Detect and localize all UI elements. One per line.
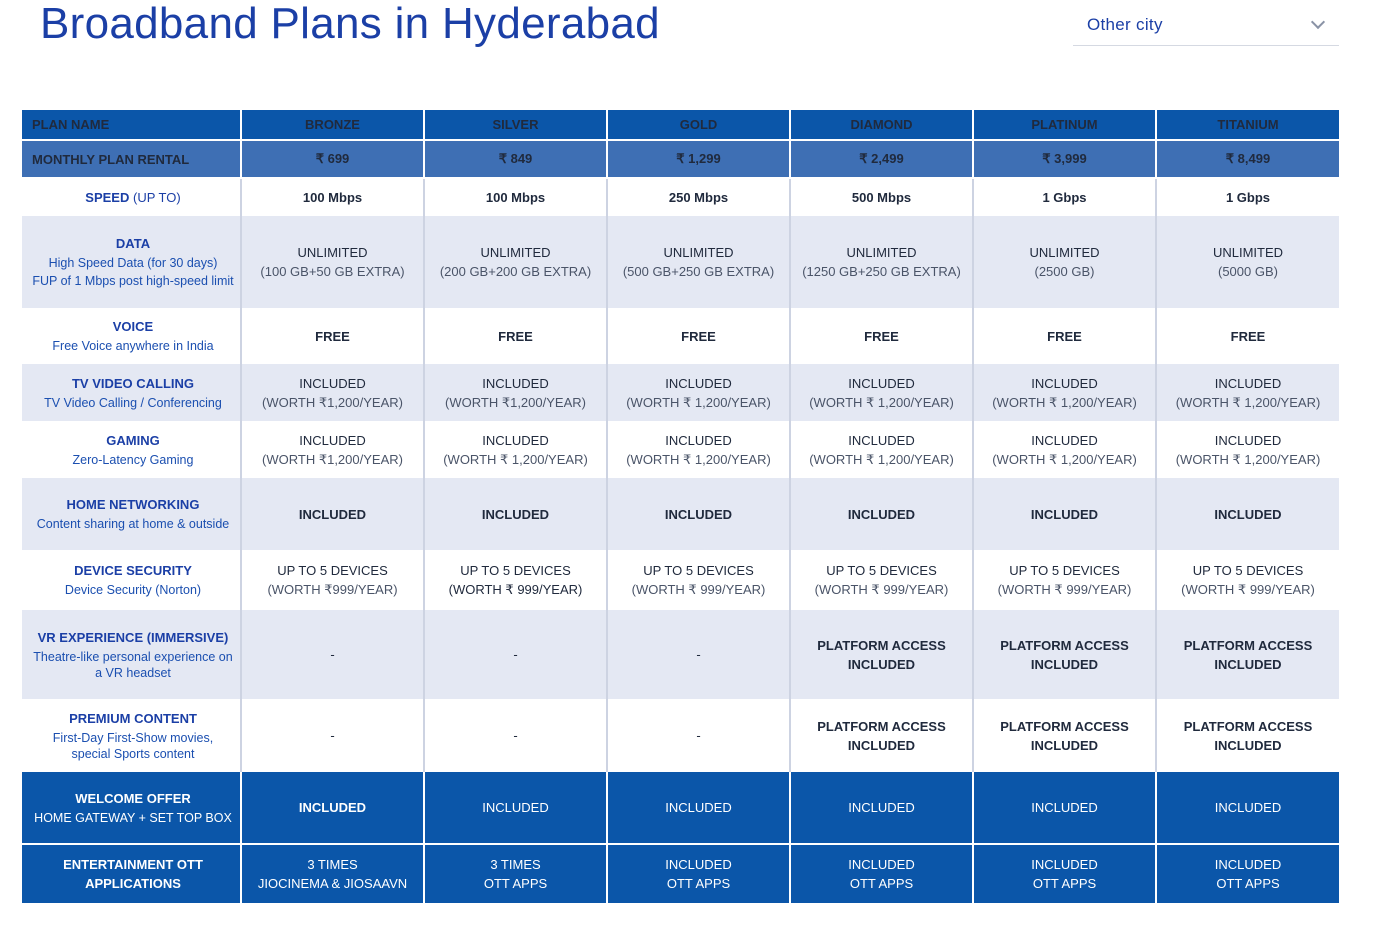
premium-value: - — [424, 699, 607, 772]
ott-value: 3 TIMES OTT APPS — [424, 844, 607, 904]
rental-value: ₹ 1,299 — [607, 140, 790, 178]
gaming-value: INCLUDED (WORTH ₹ 1,200/YEAR) — [424, 421, 607, 478]
vr-label — [22, 610, 241, 699]
rental-label: MONTHLY PLAN RENTAL — [22, 140, 241, 178]
gaming-value: INCLUDED (WORTH ₹ 1,200/YEAR) — [607, 421, 790, 478]
rental-row — [22, 140, 1339, 178]
plan-name-gold: GOLD — [607, 110, 790, 140]
tv-title: TV VIDEO CALLING — [71, 375, 195, 391]
gaming-value: INCLUDED (WORTH ₹ 1,200/YEAR) — [973, 421, 1156, 478]
premium-sub: First-Day First-Show movies, special Sports content — [52, 730, 214, 761]
voice-label — [22, 308, 241, 364]
rental-value: ₹ 849 — [424, 140, 607, 178]
data-label — [22, 216, 241, 308]
device-security-row — [22, 550, 1339, 610]
welcome-offer-row — [22, 772, 1339, 844]
data-value: UNLIMITED (200 GB+200 GB EXTRA) — [424, 216, 607, 308]
plan-name-label: PLAN NAME — [22, 110, 241, 140]
speed-row — [22, 178, 1339, 216]
voice-value: FREE — [1156, 308, 1339, 364]
tv-value: INCLUDED (WORTH ₹ 1,200/YEAR) — [973, 364, 1156, 421]
voice-value: FREE — [973, 308, 1156, 364]
tv-value: INCLUDED (WORTH ₹ 1,200/YEAR) — [790, 364, 973, 421]
premium-value: - — [607, 699, 790, 772]
plan-name-platinum: PLATINUM — [973, 110, 1156, 140]
ott-value: INCLUDED OTT APPS — [1156, 844, 1339, 904]
home-value: INCLUDED — [241, 478, 424, 550]
speed-value: 100 Mbps — [424, 178, 607, 216]
voice-value: FREE — [241, 308, 424, 364]
data-sub-1: High Speed Data (for 30 days) — [48, 256, 218, 270]
voice-title: VOICE — [112, 319, 154, 334]
city-select-value: Other city — [1087, 14, 1163, 34]
security-value: UP TO 5 DEVICES (WORTH ₹ 999/YEAR) — [1156, 550, 1339, 610]
security-label — [22, 550, 241, 610]
speed-label — [22, 178, 241, 216]
tv-sub: TV Video Calling / Conferencing — [44, 395, 222, 410]
vr-sub: Theatre-like personal experience on a VR headset — [33, 649, 233, 680]
security-value: UP TO 5 DEVICES (WORTH ₹ 999/YEAR) — [424, 550, 607, 610]
gaming-title: GAMING — [106, 432, 160, 448]
rental-value: ₹ 2,499 — [790, 140, 973, 178]
vr-title: VR EXPERIENCE (IMMERSIVE) — [37, 629, 229, 645]
welcome-title: WELCOME OFFER — [75, 790, 191, 806]
home-value: INCLUDED — [607, 478, 790, 550]
vr-value: - — [241, 610, 424, 699]
data-value: UNLIMITED (2500 GB) — [973, 216, 1156, 308]
data-value: UNLIMITED (500 GB+250 GB EXTRA) — [607, 216, 790, 308]
voice-value: FREE — [790, 308, 973, 364]
tv-value: INCLUDED (WORTH ₹ 1,200/YEAR) — [1156, 364, 1339, 421]
gaming-value: INCLUDED (WORTH ₹ 1,200/YEAR) — [1156, 421, 1339, 478]
ott-title: ENTERTAINMENT OTT APPLICATIONS — [63, 857, 203, 891]
speed-value: 500 Mbps — [790, 178, 973, 216]
tv-value: INCLUDED (WORTH ₹ 1,200/YEAR) — [607, 364, 790, 421]
ott-label — [22, 844, 241, 904]
plan-name-bronze: BRONZE — [241, 110, 424, 140]
voice-value: FREE — [424, 308, 607, 364]
gaming-row — [22, 421, 1339, 478]
home-networking-row — [22, 478, 1339, 550]
ott-value: 3 TIMES JIOCINEMA & JIOSAAVN — [241, 844, 424, 904]
gaming-value: INCLUDED (WORTH ₹ 1,200/YEAR) — [790, 421, 973, 478]
welcome-value: INCLUDED — [973, 772, 1156, 844]
premium-value: PLATFORM ACCESS INCLUDED — [790, 699, 973, 772]
plan-name-diamond: DIAMOND — [790, 110, 973, 140]
home-value: INCLUDED — [424, 478, 607, 550]
welcome-sub: HOME GATEWAY + SET TOP BOX — [34, 810, 232, 825]
home-title: HOME NETWORKING — [66, 497, 200, 512]
voice-value: FREE — [607, 308, 790, 364]
ott-value: INCLUDED OTT APPS — [790, 844, 973, 904]
welcome-label — [22, 772, 241, 844]
data-row — [22, 216, 1339, 308]
data-value: UNLIMITED (5000 GB) — [1156, 216, 1339, 308]
welcome-value: INCLUDED — [607, 772, 790, 844]
home-value: INCLUDED — [1156, 478, 1339, 550]
welcome-value: INCLUDED — [1156, 772, 1339, 844]
tv-video-calling-row — [22, 364, 1339, 421]
vr-experience-row — [22, 610, 1339, 699]
data-sub-2: FUP of 1 Mbps post high-speed limit — [32, 274, 234, 288]
vr-value: PLATFORM ACCESS INCLUDED — [790, 610, 973, 699]
premium-value: PLATFORM ACCESS INCLUDED — [973, 699, 1156, 772]
speed-title-suffix: (UP TO) — [133, 190, 181, 205]
tv-value: INCLUDED (WORTH ₹1,200/YEAR) — [241, 364, 424, 421]
home-sub: Content sharing at home & outside — [36, 517, 230, 531]
ott-row — [22, 844, 1339, 904]
plan-name-silver: SILVER — [424, 110, 607, 140]
speed-value: 1 Gbps — [1156, 178, 1339, 216]
welcome-value: INCLUDED — [790, 772, 973, 844]
vr-value: - — [607, 610, 790, 699]
ott-value: INCLUDED OTT APPS — [973, 844, 1156, 904]
premium-label — [22, 699, 241, 772]
premium-value: - — [241, 699, 424, 772]
speed-value: 100 Mbps — [241, 178, 424, 216]
vr-value: PLATFORM ACCESS INCLUDED — [973, 610, 1156, 699]
vr-value: PLATFORM ACCESS INCLUDED — [1156, 610, 1339, 699]
speed-title: SPEED — [85, 190, 130, 205]
security-title: DEVICE SECURITY — [74, 563, 192, 578]
gaming-label — [22, 421, 241, 478]
home-value: INCLUDED — [973, 478, 1156, 550]
home-label — [22, 478, 241, 550]
page-title: Broadband Plans in Hyderabad — [40, 0, 660, 48]
data-value: UNLIMITED (1250 GB+250 GB EXTRA) — [790, 216, 973, 308]
speed-value: 250 Mbps — [607, 178, 790, 216]
security-sub: Device Security (Norton) — [64, 583, 202, 597]
welcome-value: INCLUDED — [241, 772, 424, 844]
chevron-down-icon — [1299, 4, 1339, 46]
rental-value: ₹ 3,999 — [973, 140, 1156, 178]
voice-row — [22, 308, 1339, 364]
security-value: UP TO 5 DEVICES (WORTH ₹ 999/YEAR) — [607, 550, 790, 610]
data-title: DATA — [115, 236, 151, 251]
welcome-value: INCLUDED — [424, 772, 607, 844]
premium-value: PLATFORM ACCESS INCLUDED — [1156, 699, 1339, 772]
premium-title: PREMIUM CONTENT — [69, 710, 197, 726]
plans-table — [22, 110, 1339, 905]
security-value: UP TO 5 DEVICES (WORTH ₹999/YEAR) — [241, 550, 424, 610]
premium-content-row — [22, 699, 1339, 772]
gaming-value: INCLUDED (WORTH ₹1,200/YEAR) — [241, 421, 424, 478]
rental-value: ₹ 8,499 — [1156, 140, 1339, 178]
tv-value: INCLUDED (WORTH ₹1,200/YEAR) — [424, 364, 607, 421]
plan-name-row — [22, 110, 1339, 140]
tv-label — [22, 364, 241, 421]
ott-value: INCLUDED OTT APPS — [607, 844, 790, 904]
city-select[interactable] — [1073, 4, 1339, 46]
data-value: UNLIMITED (100 GB+50 GB EXTRA) — [241, 216, 424, 308]
rental-value: ₹ 699 — [241, 140, 424, 178]
voice-sub: Free Voice anywhere in India — [52, 339, 214, 353]
plan-name-titanium: TITANIUM — [1156, 110, 1339, 140]
security-value: UP TO 5 DEVICES (WORTH ₹ 999/YEAR) — [790, 550, 973, 610]
security-value: UP TO 5 DEVICES (WORTH ₹ 999/YEAR) — [973, 550, 1156, 610]
speed-value: 1 Gbps — [973, 178, 1156, 216]
gaming-sub: Zero-Latency Gaming — [72, 452, 194, 467]
vr-value: - — [424, 610, 607, 699]
home-value: INCLUDED — [790, 478, 973, 550]
